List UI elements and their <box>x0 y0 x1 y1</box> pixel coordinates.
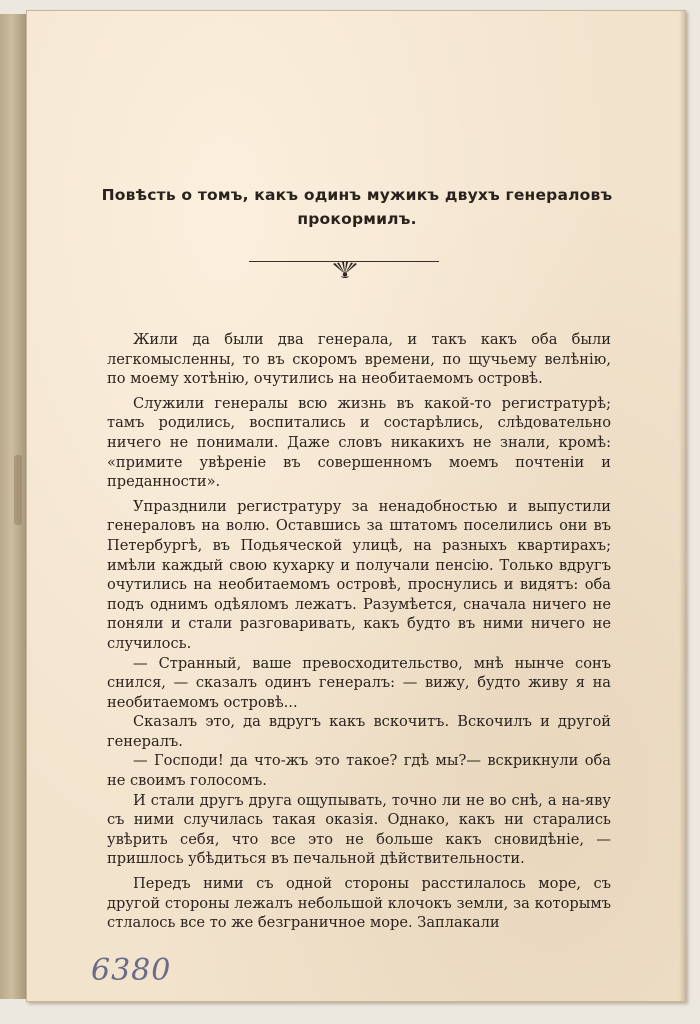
paragraph: Сказалъ это, да вдругъ какъ вскочитъ. Вскочилъ и другой генералъ. <box>107 713 611 750</box>
paragraph: Жили да были два генерала, и такъ какъ оба были легкомысленны, то въ скоромъ времени, по щучьему велѣнію, по моему хотѣнію, очутились на необитаемомъ островѣ. <box>107 331 611 388</box>
handwritten-inventory-number: 6380 <box>91 953 172 988</box>
paragraph: — Странный, ваше превосходительство, мнѣ нынче сонъ снился, — сказалъ одинъ генералъ: — вижу, будто живу я на необитаемомъ островѣ... <box>107 654 611 711</box>
book-page <box>26 10 686 1002</box>
binding-stain <box>14 455 22 525</box>
story-title <box>67 183 647 231</box>
paragraph: — Господи! да что-жъ это такое? гдѣ мы?— вскрикнули оба не своимъ голосомъ. <box>107 752 611 790</box>
fleuron-ornament-icon <box>327 262 363 278</box>
story-title-line-1: Повѣсть о томъ, какъ одинъ мужикъ двухъ генераловъ <box>101 186 613 204</box>
story-title-line-2: прокормилъ. <box>297 210 417 228</box>
story-body <box>107 330 611 938</box>
paragraph: Передъ ними съ одной стороны расстилалось море, съ другой стороны лежалъ небольшой клочокъ земли, за которымъ стлалось все то же безграничное море. Заплакали <box>107 875 611 932</box>
paragraph: Служили генералы всю жизнь въ какой-то регистратурѣ; тамъ родились, воспитались и состарѣлись, слѣдовательно ничего не понимали. Даже словъ никакихъ не знали, кромѣ: «примите увѣреніе въ совершенномъ моемъ почтеніи и преданности». <box>107 394 611 491</box>
page-edge-shadow <box>679 11 685 1001</box>
paragraph: Упразднили регистратуру за ненадобностью и выпустили генераловъ на волю. Оставшись за штатомъ поселились они въ Петербургѣ, въ Подьяческой улицѣ, на разныхъ квартирахъ; имѣли каждый свою кухарку и получали пенсію. Только вдругъ очутились на необитаемомъ островѣ, проснулись и видятъ: оба подъ однимъ одѣяломъ лежатъ. Разумѣется, сначала ничего не поняли и стали разговаривать, какъ будто въ ними ничего не случилось. <box>107 497 611 652</box>
paragraph: И стали другъ друга ощупывать, точно ли не во снѣ, а на-яву съ ними случилась такая оказія. Однако, какъ ни старались увѣрить себя, что все это не больше какъ сновидѣніе, — пришлось убѣдиться въ печальной дѣйствительности. <box>107 791 611 868</box>
